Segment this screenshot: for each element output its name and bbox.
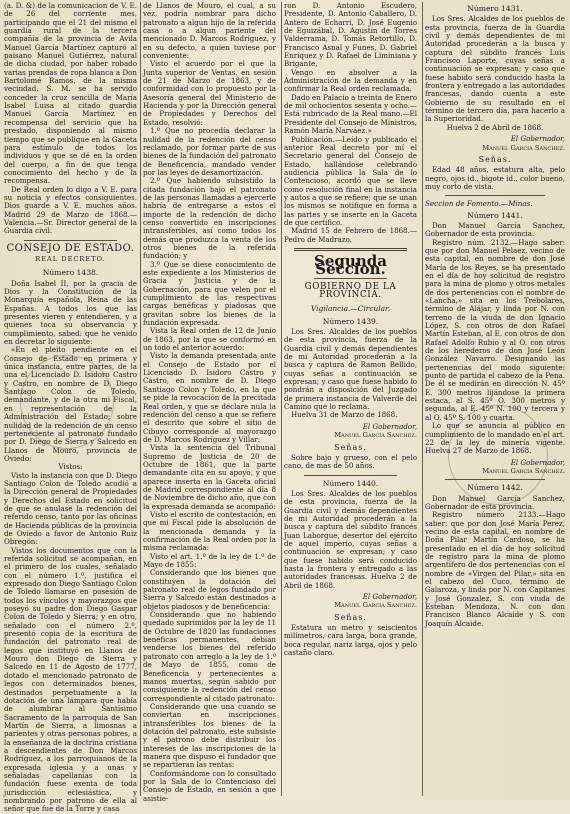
paragraph: Conformándome con lo consultado por la Sala de lo Contencioso del Consejo de Estado, en sesión a que asistie- [143,768,276,803]
paragraph: Vista la Real orden de 12 de Junio de 1863, por la que se conformó en un todo el anterior acuerdo: [143,326,276,353]
divider [445,479,545,480]
notice-number: Número 1441. [467,210,523,220]
double-divider [294,248,407,251]
paragraph: Considerando que los bienes que constituyen la dotación del patronato real de legos fundado por Sierra y Salcedo están destinados a objetos piadosos y de beneficencia: [143,568,276,611]
signature-name: Manuel García Sanchez. [334,431,417,440]
notice-number: Número 1438. [42,268,99,278]
signature-title: El Gobernador, [510,134,565,144]
paragraph: Los Sres. Alcaldes de los pueblos de esta provincia, fuerza de la Guardia civil y demás dependientes de mi Autoridad procederán a la busca y captura del súbdito francés Luis Francisco Laporte, cuyas señas a continuación se expresan; y caso que fuese habido será conducido hasta la frontera y entregado a las autoridades francesas, dando cuenta a este Gobierno de su resultado en el término de tercero día, para hacerlo a la Superioridad. [425,14,565,124]
paragraph: Vistos: [58,462,83,472]
divider [304,475,397,476]
paragraph: Doña Isabel II, por la gracia de Dios y la Constitución de la Monarquía española, Reina de las Españas. A todos los que las presentes vieren y entendieren, y a quienes toca su observancia y cumplimiento, sabed: que he venido en decretar lo siguiente: [4,278,137,347]
paragraph: Visto la instancia con que D. Diego Santiago Colon de Toledo acudió a la Dirección general de Propiedades y Derechos del Estado en solicitud de que se anulase la redención del referido censo, tanto por las oficinas de Hacienda públicas de la provincia de Oviedo a favor de Antonio Ruiz Obregón: [4,470,137,547]
notice-number: Número 1439. [322,316,379,326]
signature-name: Manuel García Sanchez. [482,143,565,152]
consejo-heading: CONSEJO DE ESTADO. [6,242,135,254]
paragraph: Publicación.—Leído y publicado el anterior Real decreto por mí el Secretario general del Consejo de Estado, hallándose celebrando audiencia pública la Sala de lo Contencioso, acordó que se lleve como resolución final en la instancia y autos a que se refiere; que se unan los mismos se notifique en forma a las partes y se inserte en la Gaceta de que certifico. [284,134,417,227]
column-2 [143,1,276,803]
paragraph: (a. D. &) de la comunicacion de V. E. de 26 del corriente mes, participando que el 21 del mismo el guardia rural de la tercera compañía de la provincia de Avila Manuel García Martínez capturó al paisano Manuel Gutiérrez, natural de dicha ciudad, por haber robado varias prendas de ropa blanca a Don Bartolomé Ramos, de la misma vecindad, S. M. se ha servido conceder la cruz sencilla de María Isabel Luisa al citado guardia Manuel García Martínez en recompensa del servicio que ha prestado, disponiendo al mismo tiempo que se publique en la Gaceta para estímulo de todos los individuos y que se dé en la orden del cuerpo, a fin de que tenga conocimiento del hecho y de la recompensa. [4,1,137,186]
paragraph: Dado en Palacio a treinta de Enero de mil ochocientos sesenta y ocho.—Está rubricado de la Real mano.—El Presidente del Consejo de Ministros, Ramón María Narváez.» [284,92,417,136]
signature-title: El Gobernador, [510,457,565,467]
paragraph: Los Sres. Alcaldes de los pueblos de esta provincia, fuerza de la Guardia civil y demás dependientes de mi Autoridad procederán a la busca y captura de Ramon Bellido, cuyas señas a continuación se expresan; y caso que fuese habido lo pondrán a disposición del Juzgado de primera instancia de Valverde del Camino que lo reclama. [284,327,417,412]
paragraph: Edad 48 años, estatura alta, pelo negro, ojos id., bigote id., color bueno, muy corto de vista. [425,165,565,191]
column-rule-3 [422,2,423,796]
paragraph: de Llanos de Mouro, el cual, a su vez, podría nombrar para dicho patronato a algun hijo de la referida casa o a algun pariente del mencionado D. Marcos Rodríguez, y en su defecto, a quien tuviese por conveniente: [143,1,276,61]
paragraph: Considerando que una cuando se conviertan en inscripciones intransferibles los bienes de la dotación del patronato, este subsiste y el patrono debe distribuir los intereses de las inscripciones de la manera que dispuso el fundador que se repartieran las rentas: [143,701,276,770]
senas-heading: Señas. [478,154,512,164]
paragraph: Vengo en absolver a la Administración de la demanda y en confirmar la Real orden reclamada. [284,67,417,94]
paragraph: Registro núm. 2132.—Hago saber: que por don Manuel Pelaez, vecino de esta capital, en nombre de don José María de los Reyes, se ha presentado en el día de hoy solicitud de registro para la mina de plomo y otros metales de dos pertenencias con el nombre de «Lancha,» sita en los Trebolares, término de Alájar, y linda por N. con terreno de la viuda de don Ignacio López, S. con otros de don Rafael Martín Esteban, al E. con otros de don Rafael Adolfo Rubio y al O. con otros de los herederos de don José León González Navarro. Designando las pertenencias del modo siguiente: punto de partida el cabezo de la Pena. De él se medirán en dirección N. 45º E. 300 metros lijándose la primera estaca, al S. 45º O. 300 metros y segunda, al E. 45º N. 100 y tercera y al O. 45º S. 100 y cuarta. [425,237,565,422]
paragraph: Registro número 2133.—Hago saber: que por don José María Perez, vecino de esta capital, en nombre de Doña Pilar Martín Cardoso, se ha presentado en el día de hoy solicitud de registro para la mina de plomo argentífero de dos pertenencias con el nombre de «Virgen del Pilar,» sita en el cabezo del Cuco, término de Galaroza, y linda por N. con Capitanes y José Gonzalez, S. con viuda de Esteban Mendoza, N. con don Francisco Blanco Alcaide y S. con Joaquín Alcaide. [425,510,565,628]
paragraph: Lo que se anuncia al público en cumplimiento de lo mandado en el art. 22 de la ley de minería vigente. Huelva 27 de Marzo de 1868. [425,421,565,456]
column-rule-2 [281,2,282,796]
column-3 [284,2,417,796]
decreto-heading: REAL DECRETO. [35,254,106,263]
gobierno-heading: GOBIERNO DE LA PROVINCIA. [304,281,397,300]
paragraph: Madrid 15 de Febrero de 1868.—Pedro de Madrazo. [284,226,417,244]
notice-number: Número 1440. [322,478,379,488]
paragraph: Visto la demanda presentada ante el Consejo de Estado por el Licenciado D. Isidoro Castro y Castro, en nombre de D. Diego Santiago Colon y Toledo, en la que se pide la revocación de la precitada Real orden, y que se declare nula la redención del censo a que se refiere el descrito que sobre el sitio de Cibuyo corresponde al mayorazgo de D. Marcos Rodríguez y Villar: [143,351,276,444]
paragraph: ron D. Antonio Escudero, Presidente, D. Antonio Caballero, D. Antero de Echarri, D. José Eugenio de Eguizábal, D. Agustín de Torres Valderrama, D. Tomás Retortillo, D. Francisco Asnal y Funes, D. Gabriel Enríquez y D. Rafael de Liminiana y Brigante, [284,1,417,69]
column-4 [425,2,565,796]
notice-number: Número 1442. [467,483,523,493]
notice-number: Número 1431. [467,4,523,13]
signature-name: Manuel García Sanchez. [334,601,417,610]
paragraph: Don Manuel García Sanchez, Gobernador de esta provincia. [425,493,565,511]
fomento-heading: Seccion de Fomento.—Minas. [425,199,533,209]
paragraph: Considerando que no habiendo quedado suprimidos por la ley de 11 de Octubre de 1820 las fundaciones benéficas permanentes, debían venderse los bienes del referido patronato con arreglo a la ley de 1.º de Mayo de 1855, como de Beneficencia y pertenecientes a manos muertas, según sabido por consiguiente la redención del censo correspondiente al citado patronato: [143,610,276,703]
divider [445,195,545,196]
paragraph: Vista la sentencia del Tribunal Supremo de Justicia de 20 de Octubre de 1861, que la parte demandante cita en su apoyo, y que aparece inserta en la Gaceta oficial de Madrid correspondiente al día 8 de Noviembre de dicho año, que con la expresada demanda se acompañó: [143,443,276,511]
signature-title: El Gobernador, [362,421,417,431]
senas-heading: Señas. [334,442,367,452]
paragraph: Vistos los documentos que con la referida solicitud se acompañan, en el primero de los cuales, señalado con el número 1.º, justifica el expresado don Diego Santiago Colon de Toledo llamarse en posesión de todos los vínculos y mayorazgos que poseyó su padre don Diego Gaspar Colon de Toledo y Sierra; y en otro, señalado con el número 2.º, presentó copia de la escritura de fundación del patronato real de legos que instituyó en Llanos de Mouro don Diego de Sierra y Salcedo en 11 de Agosto de 1777, dotado el mencionado patronato de legos con determinados bienes, destinados perpetuamente a la dotación de una lámpara que había de alumbrar al Santísimo Sacramento de la parroquia de San Martín de Sierra, a limosnas a parientes y otras personas pobres, a la enseñanza de la doctrina cristiana a descendientes de Don Marcos Rodríguez, a los parroquianos de la expresada iglesia y a unas y señaladas capellanías con la fundación fuese exenta de toda jurisdicción eclesiástica, y nombrando por patrono de ella al señor que fue de la Torre y casa [4,545,138,814]
notice-date: Huelva 2 de Abril de 1868. [446,122,544,132]
paragraph: Visto el escrito de contestación, en que mi Fiscal pide la absolución de la mencionada demanda y la confirmación de la Real orden por la misma reclamada: [143,509,276,553]
notice-date: Huelva 31 de Marzo de 1868. [291,410,398,420]
signature-name: Manuel García Sanchez. [482,466,565,475]
paragraph: Sobre bajo y grueso, con el pelo cano, de mas de 50 años. [284,452,417,471]
paragraph: De Real orden lo digo a V. E. para su noticia y efectos consiguientes. Dios guarde a V. E. muchos años. Madrid 29 de Marzo de 1868.—Valencia.—Sr. Director general de la Guardia civil. [4,184,137,236]
vigilancia-heading: Vigilancia.—Circular. [310,304,391,314]
paragraph: Don Manuel García Sanchez, Gobernador de esta provincia. [425,220,565,239]
divider [24,240,117,241]
paragraph: «En el pleito pendiente en el Consejo de Estado en primera y única instancia, entre partes, de la una el Licenciado D. Isidoro Castro y Castro, en nombre de D. Diego Santiago Colon de Toledo, demandante, y de la otra mi Fiscal, en representación de la Administración del Estado; sobre nulidad de la redención de un censo perteneciente al patronato fundado por D. Diego de Sierra y Salcedo en Llanos de Mouro, provincia de Oviedo: [4,345,137,463]
paragraph: Visto el art. 1.º de la ley de 1.º de Mayo de 1855: [143,551,276,570]
signature-title: El Gobernador, [362,592,417,601]
paragraph: Visto el acuerdo por el que la Junta superior de Ventas, en sesión de 21 de Marzo de 1863, y de conformidad con lo propuesto por la Asesoría general del Ministerio de Hacienda y por la Dirección general de Propiedades y Derechos del Estado, resolvió: [143,59,276,127]
column-rule-1 [140,2,141,796]
paragraph: Estatura un metro y seiscientos milímetros, cara larga, boca grande, boca regular, nariz larga, ojos y pelo castaño claro. [284,623,417,658]
paragraph: 1.º Que no procedía declarar la nulidad de la redención del censo reclamado, por formar parte de sus bienes de la fundación del patronato de Beneficencia, mandado vender por las leyes de desamortización. [143,126,276,177]
paragraph: 3.º Que se diese conocimiento de este expediente a los Ministerios de Gracia y Justicia y de la Gobernación, para que velen por el cumplimiento de las respectivas cargas benéficas y piadosas que gravitan sobre los bienes de la fundación expresada. [143,259,276,328]
senas-heading: Señas. [334,612,367,622]
seccion-heading: Segunda Seccion. [314,251,387,279]
paragraph: 2.º Que habiendo subsistido la citada fundación bajo el patronato de las personas llamadas a ejercerle habría de entregarse a estos el importe de la redención de dicho censo convertido en inscripciones intransferibles, así como todos los demás que produzca la venta de los otros bienes de la referida fundación; y [143,176,276,261]
column-1 [4,1,138,814]
paragraph: Los Sres. Alcaldes de los pueblos de esta provincia, fuerza de la Guardia civil y demás dependientes de mi Autoridad procederán a la busca y captura del súbdito francés Juan Laborgue, desertor del ejército de aquel imperio, cuyas señas a continuación se expresan; y caso que fuese habido será conducido hasta la frontera y entregado a las autoridades francesas. Huelva 2 de Abril de 1868. [284,488,417,590]
